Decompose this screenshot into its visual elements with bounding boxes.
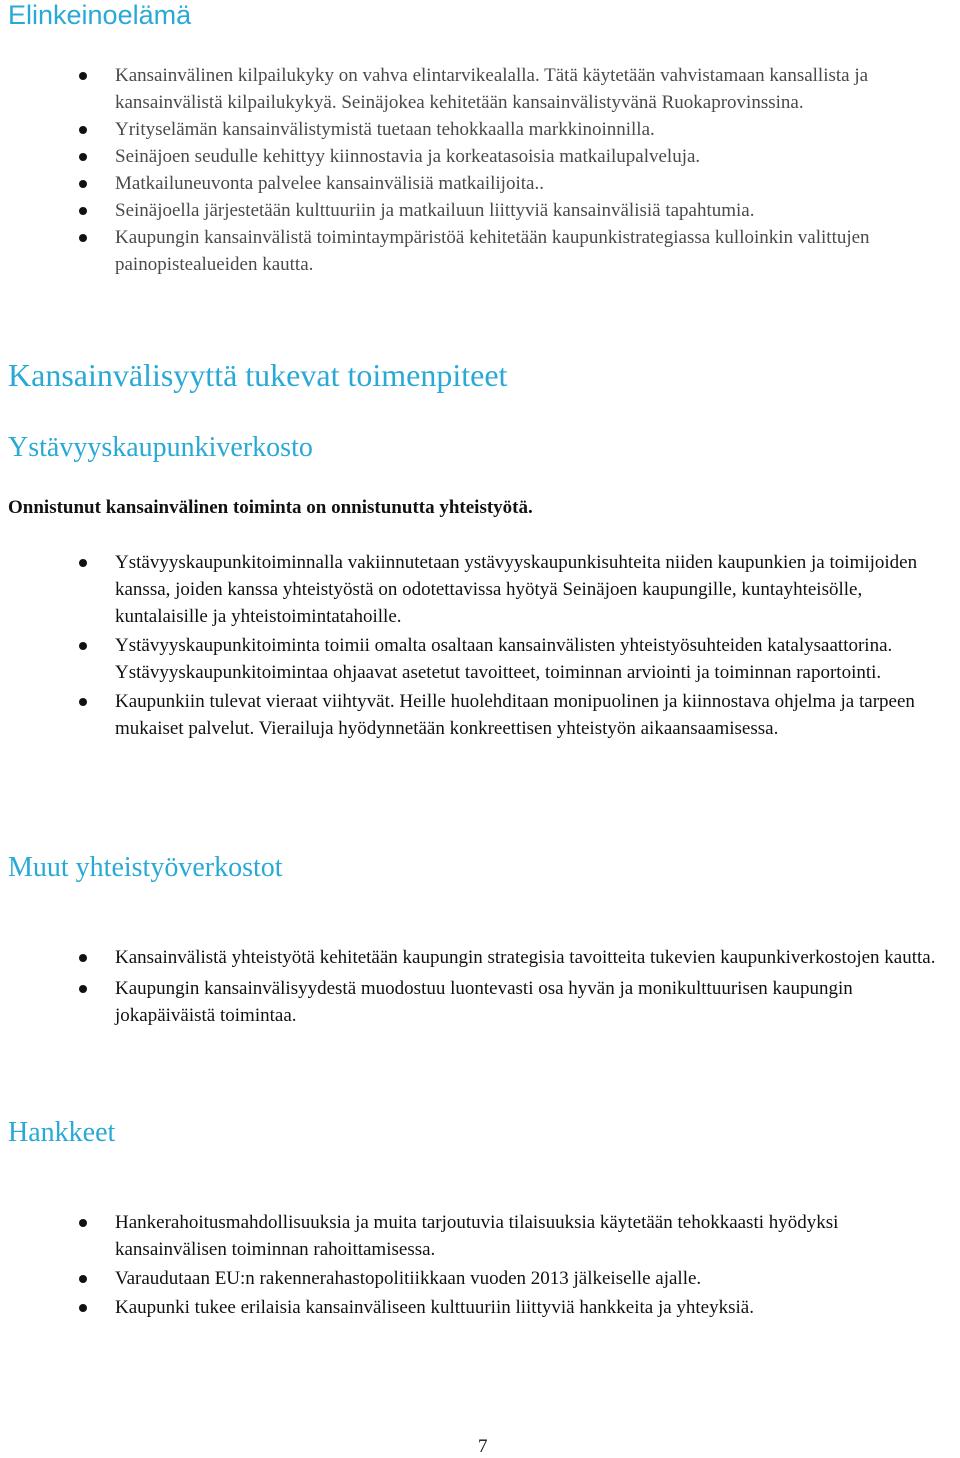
list-item: Kaupunki tukee erilaisia kansainväliseen kulttuuriin liittyviä hankkeita ja yhteyksiä.	[0, 1294, 940, 1321]
list-item: Ystävyyskaupunkitoiminnalla vakiinnutetaan ystävyyskaupunkisuhteita niiden kaupunkien ja toimijoiden kanssa, joiden kanssa yhteistyöstä on odotettavissa hyötyä Seinäjoen kaupungille, kuntayhteisölle, kuntalaisille ja yhteistoimintatahoille.	[0, 549, 940, 630]
list-item: Kaupungin kansainvälisyydestä muodostuu luontevasti osa hyvän ja monikulttuurisen kaupungin jokapäiväistä toimintaa.	[0, 975, 940, 1029]
page-number: 7	[478, 1436, 488, 1457]
bullet-icon	[79, 1219, 87, 1227]
ystavyys-list	[0, 549, 940, 742]
muut-list	[0, 944, 940, 1029]
list-item: Hankerahoitusmahdollisuuksia ja muita tarjoutuvia tilaisuuksia käytetään tehokkaasti hyödyksi kansainvälisen toiminnan rahoittamisessa.	[0, 1209, 940, 1263]
bullet-icon	[79, 642, 87, 650]
list-item: Ystävyyskaupunkitoiminta toimii omalta osaltaan kansainvälisten yhteistyösuhteiden katalysaattorina. Ystävyyskaupunkitoimintaa ohjaavat asetetut tavoitteet, toiminnan arviointi ja toiminnan raportointi.	[0, 632, 940, 686]
list-item: Varaudutaan EU:n rakennerahastopolitiikkaan vuoden 2013 jälkeiselle ajalle.	[0, 1265, 940, 1292]
heading-ystavyyskaupunkiverkosto: Ystävyyskaupunkiverkosto	[8, 432, 313, 463]
bullet-icon	[79, 1275, 87, 1283]
heading-elinkeinoelama: Elinkeinoelämä	[8, 0, 192, 30]
bullet-icon	[79, 234, 87, 242]
bullet-icon	[79, 1304, 87, 1312]
bullet-icon	[79, 698, 87, 706]
bullet-icon	[79, 153, 87, 161]
heading-hankkeet: Hankkeet	[8, 1117, 116, 1148]
heading-muut-yhteistyoverkostot: Muut yhteistyöverkostot	[8, 852, 283, 883]
lead-text: Onnistunut kansainvälinen toiminta on onnistunutta yhteistyötä.	[8, 497, 533, 518]
list-item: Kaupungin kansainvälistä toimintaympäristöä kehitetään kaupunkistrategiassa kulloinkin valittujen painopistealueiden kautta.	[0, 224, 940, 278]
list-item: Kaupunkiin tulevat vieraat viihtyvät. Heille huolehditaan monipuolinen ja kiinnostava ohjelma ja tarpeen mukaiset palvelut. Vierailuja hyödynnetään konkreettisen yhteistyön aikaansaamisessa.	[0, 688, 940, 742]
bullet-icon	[79, 985, 87, 993]
hankkeet-list	[0, 1209, 940, 1321]
list-item: Kansainvälinen kilpailukyky on vahva elintarvikealalla. Tätä käytetään vahvistamaan kansallista ja kansainvälistä kilpailukykyä. Seinäjokea kehitetään kansainvälistyvänä Ruokaprovinssina.	[0, 62, 940, 116]
list-item: Seinäjoen seudulle kehittyy kiinnostavia ja korkeatasoisia matkailupalveluja.	[0, 143, 940, 170]
bullet-icon	[79, 207, 87, 215]
list-item: Yrityselämän kansainvälistymistä tuetaan tehokkaalla markkinoinnilla.	[0, 116, 940, 143]
list-item: Seinäjoella järjestetään kulttuuriin ja matkailuun liittyviä kansainvälisiä tapahtumia.	[0, 197, 940, 224]
heading-toimenpiteet: Kansainvälisyyttä tukevat toimenpiteet	[8, 357, 508, 393]
list-item: Kansainvälistä yhteistyötä kehitetään kaupungin strategisia tavoitteita tukevien kaupunkiverkostojen kautta.	[0, 944, 940, 971]
bullet-icon	[79, 559, 87, 567]
bullet-icon	[79, 954, 87, 962]
list-item: Matkailuneuvonta palvelee kansainvälisiä matkailijoita..	[0, 170, 940, 197]
bullet-icon	[79, 72, 87, 80]
bullet-icon	[79, 180, 87, 188]
bullet-icon	[79, 126, 87, 134]
elinkeino-list	[0, 62, 940, 278]
